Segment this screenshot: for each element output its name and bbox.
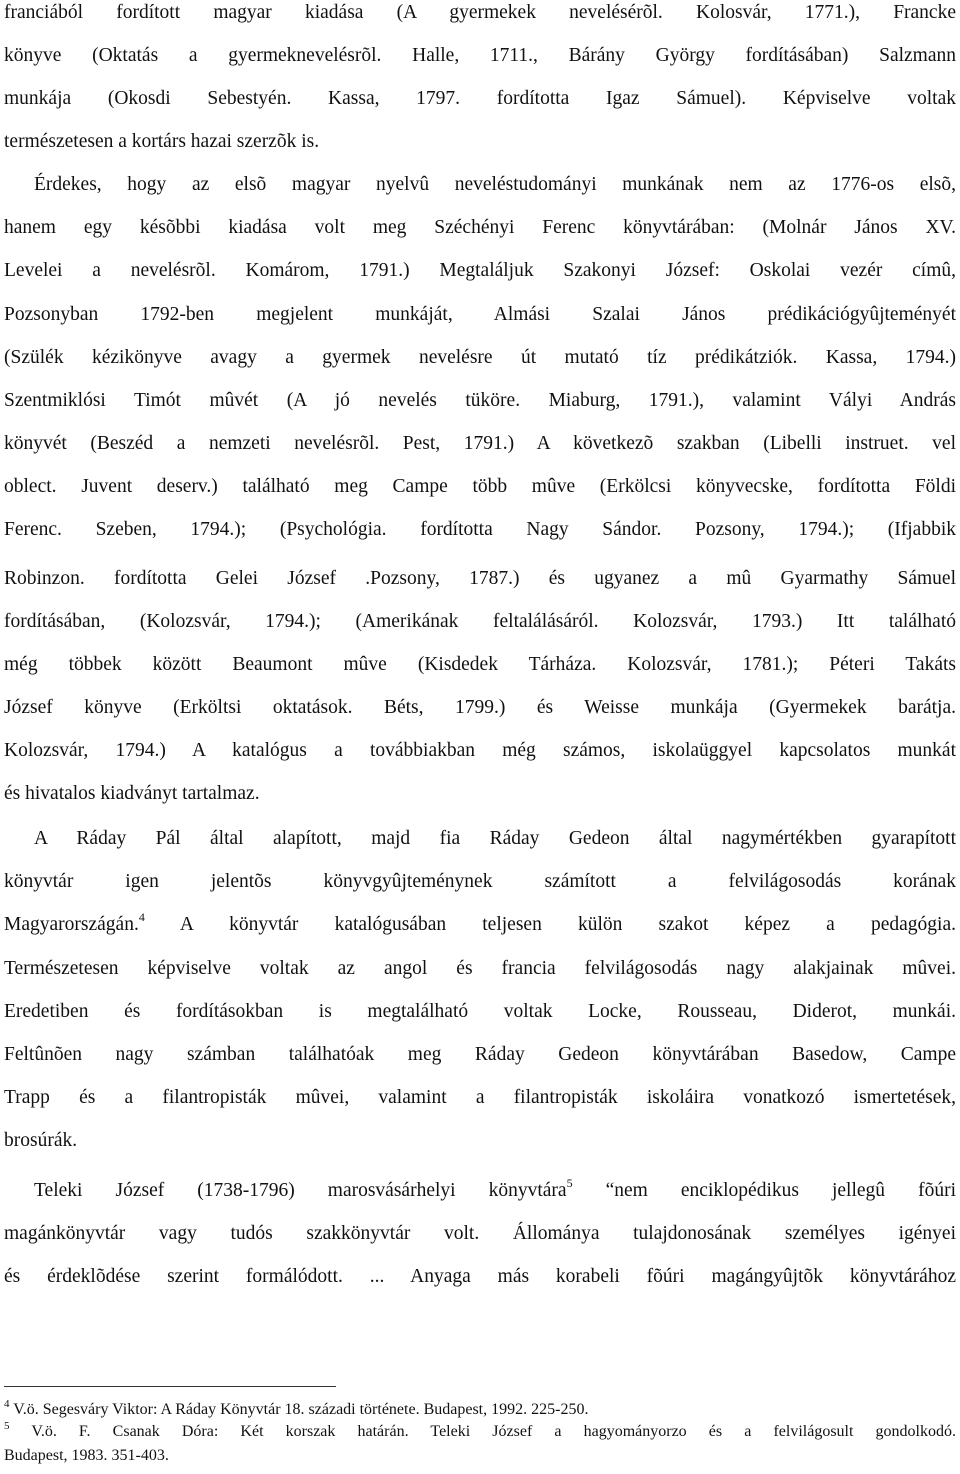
text-line: természetesen a kortárs hazai szerzõk is. (4, 131, 320, 152)
text-line: Trapp és a filantropisták mûvei, valamint a filantropisták iskoláira vonatkozó ismertetések, (4, 1087, 956, 1108)
text-line: Eredetiben és fordításokban is megtalálható voltak Locke, Rousseau, Diderot, munkái. (4, 1001, 956, 1022)
paragraph-first-line: Érdekes, hogy az elsõ magyar nyelvû neveléstudományi munkának nem az 1776-os elsõ, (34, 174, 956, 195)
text-line: brosúrák. (4, 1130, 78, 1151)
text-fragment: Teleki József (1738-1796) marosvásárhelyi könyvtára (34, 1180, 567, 1201)
text-line: Feltûnõen nagy számban találhatóak meg Ráday Gedeon könyvtárában Basedow, Campe (4, 1044, 956, 1065)
text-line: Kolozsvár, 1794.) A katalógus a továbbiakban még számos, iskolaüggyel kapcsolatos munkát (4, 740, 956, 761)
text-line: Természetesen képviselve voltak az angol és francia felvilágosodás nagy alakjainak mûvei. (4, 958, 956, 979)
text-line: fordításában, (Kolozsvár, 1794.); (Amerikának feltalálásáról. Kolozsvár, 1793.) Itt található (4, 611, 956, 632)
text-line: és hivatalos kiadványt tartalmaz. (4, 783, 260, 804)
text-fragment: A könyvtár katalógusában teljesen külön szakot képez a pedagógia. (179, 914, 956, 935)
footnote-ref-5: 5 (566, 1176, 573, 1190)
footnote-5 (4, 1422, 956, 1442)
text-line: oblect. Juvent deserv.) található meg Campe több mûve (Erkölcsi könyvecske, fordította Földi (4, 476, 956, 497)
text-line: könyve (Oktatás a gyermeknevelésrõl. Halle, 1711., Bárány György fordításában) Salzmann (4, 45, 956, 66)
text-line: (Szülék kézikönyve avagy a gyermek nevelésre út mutató tíz prédikátziók. Kassa, 1794.) (4, 347, 956, 368)
text-line: Pozsonyban 1792-ben megjelent munkáját, Almási Szalai János prédikációgyûjteményét (4, 304, 956, 325)
text-line (4, 912, 956, 938)
footnote-5-continued: Budapest, 1983. 351-403. (4, 1447, 169, 1464)
text-line: Robinzon. fordította Gelei József .Pozsony, 1787.) és ugyanez a mû Gyarmathy Sámuel (4, 568, 956, 589)
paragraph-first-line: A Ráday Pál által alapított, majd fia Ráday Gedeon által nagymértékben gyarapított (34, 828, 956, 849)
footnote-text: V.ö. Segesváry Viktor: A Ráday Könyvtár 18. századi története. Budapest, 1992. 225-250. (13, 1401, 589, 1418)
footnote-mark: 4 (4, 1398, 10, 1410)
text-line: Szentmiklósi Timót mûvét (A jó nevelés tüköre. Miaburg, 1791.), valamint Vályi András (4, 390, 956, 411)
text-line: franciából fordított magyar kiadása (A gyermekek nevelésérõl. Kolosvár, 1771.), Francke (4, 2, 956, 23)
text-line: könyvtár igen jelentõs könyvgyûjteménynek számított a felvilágosodás korának (4, 871, 956, 892)
footnote-ref-4: 4 (138, 910, 145, 924)
text-line: Levelei a nevelésrõl. Komárom, 1791.) Megtaláljuk Szakonyi József: Oskolai vezér címû, (4, 260, 956, 281)
text-line: Ferenc. Szeben, 1794.); (Psychológia. fordította Nagy Sándor. Pozsony, 1794.); (Ifjabbik (4, 519, 956, 540)
text-line: József könyve (Erköltsi oktatások. Béts, 1799.) és Weisse munkája (Gyermekek barátja. (4, 697, 956, 718)
text-line: munkája (Okosdi Sebestyén. Kassa, 1797. fordította Igaz Sámuel). Képviselve voltak (4, 88, 956, 109)
text-line: könyvét (Beszéd a nemzeti nevelésrõl. Pest, 1791.) A következõ szakban (Libelli instruet. vel (4, 433, 956, 454)
text-line: még többek között Beaumont mûve (Kisdedek Tárháza. Kolozsvár, 1781.); Péteri Takáts (4, 654, 956, 675)
text-fragment: Magyarországán. (4, 914, 139, 935)
footnote-text: V.ö. F. Csanak Dóra: Két korszak határán. Teleki József a hagyományorzo és a felvilágosult gondolkodó. (31, 1423, 956, 1440)
text-line: magánkönyvtár vagy tudós szakkönyvtár volt. Állománya tulajdonosának személyes igényei (4, 1223, 956, 1244)
text-line: hanem egy késõbbi kiadása volt meg Széchényi Ferenc könyvtárában: (Molnár János XV. (4, 217, 956, 238)
footnote-mark: 5 (4, 1420, 10, 1432)
footnote-separator (4, 1386, 336, 1387)
text-fragment: “nem enciklopédikus jellegû fõúri (605, 1180, 956, 1201)
text-line: és érdeklõdése szerint formálódott. ... Anyaga más korabeli fõúri magángyûjtõk könyvtárához (4, 1266, 956, 1287)
footnote-4 (4, 1400, 956, 1420)
paragraph-first-line (34, 1178, 956, 1204)
